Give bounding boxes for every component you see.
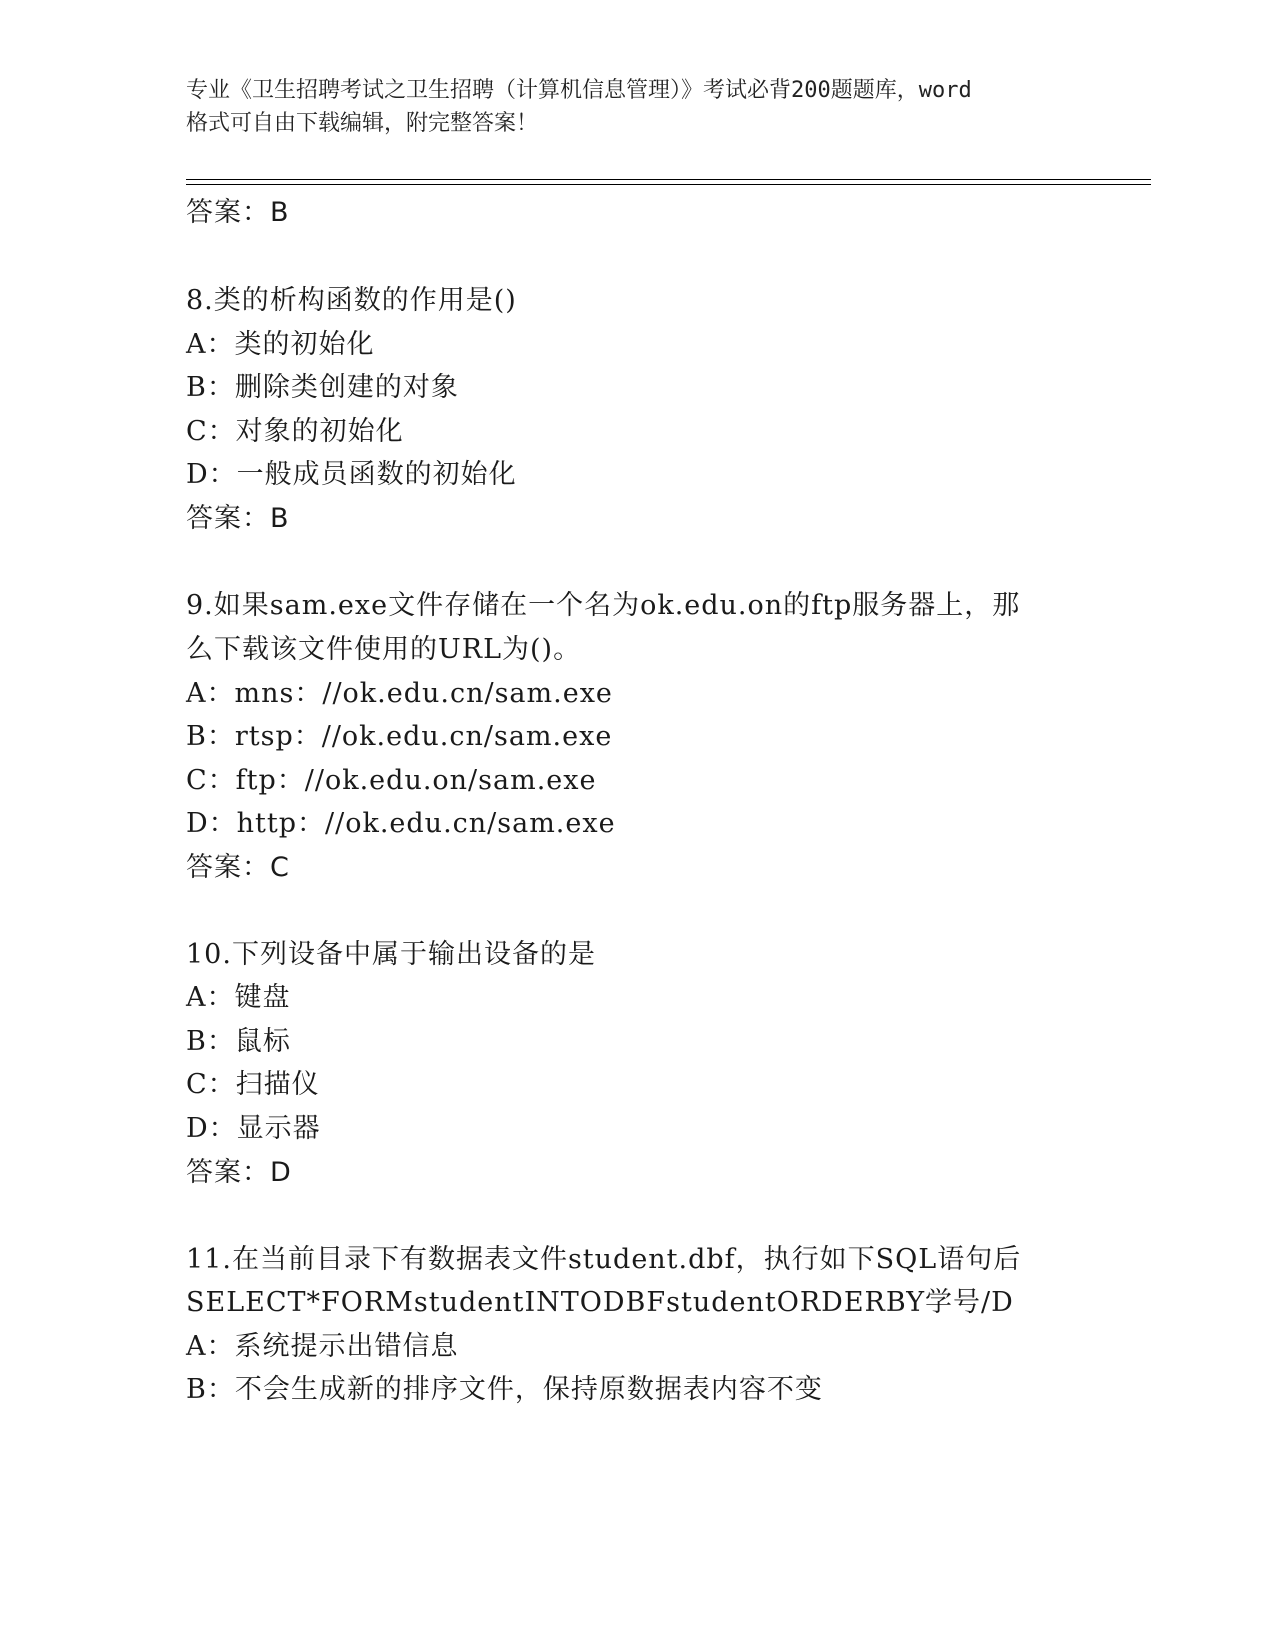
option-d: D：显示器 — [186, 1113, 321, 1144]
answer-label: 答案：C — [186, 852, 290, 883]
question-stem: 11.在当前目录下有数据表文件student.dbf，执行如下SQL语句后 — [186, 1244, 1022, 1275]
option-b: B：不会生成新的排序文件，保持原数据表内容不变 — [186, 1374, 823, 1405]
option-a: A：mns：//ok.edu.cn/sam.exe — [186, 678, 613, 709]
answer-label: 答案：B — [186, 197, 290, 228]
option-a: A：系统提示出错信息 — [186, 1331, 459, 1362]
option-b: B：删除类创建的对象 — [186, 372, 459, 403]
option-a: A：类的初始化 — [186, 329, 375, 360]
question-stem: 8.类的析构函数的作用是() — [186, 285, 517, 316]
option-b: B：鼠标 — [186, 1026, 291, 1057]
option-d: D：http：//ok.edu.cn/sam.exe — [186, 808, 616, 839]
option-d: D：一般成员函数的初始化 — [186, 459, 517, 490]
answer-label: 答案：B — [186, 503, 290, 534]
header-line-2: 格式可自由下载编辑，附完整答案！ — [186, 111, 539, 136]
header-rule-bottom — [186, 184, 1151, 185]
question-stem-continued: 么下载该文件使用的URL为()。 — [186, 634, 582, 665]
question-stem-continued: SELECT*FORMstudentINTODBFstudentORDERBY学号/D — [186, 1287, 1014, 1318]
option-c: C：对象的初始化 — [186, 416, 404, 447]
option-c: C：ftp：//ok.edu.on/sam.exe — [186, 765, 597, 796]
option-c: C：扫描仪 — [186, 1069, 320, 1100]
answer-label: 答案：D — [186, 1157, 292, 1188]
option-a: A：键盘 — [186, 982, 291, 1013]
option-b: B：rtsp：//ok.edu.cn/sam.exe — [186, 721, 613, 752]
question-stem: 10.下列设备中属于输出设备的是 — [186, 939, 596, 970]
header-line-1: 专业《卫生招聘考试之卫生招聘（计算机信息管理）》考试必背200题题库，word — [186, 78, 972, 103]
question-stem: 9.如果sam.exe文件存储在一个名为ok.edu.on的ftp服务器上，那 — [186, 590, 1021, 621]
document-header — [186, 74, 1086, 140]
header-rule-top — [186, 179, 1151, 180]
